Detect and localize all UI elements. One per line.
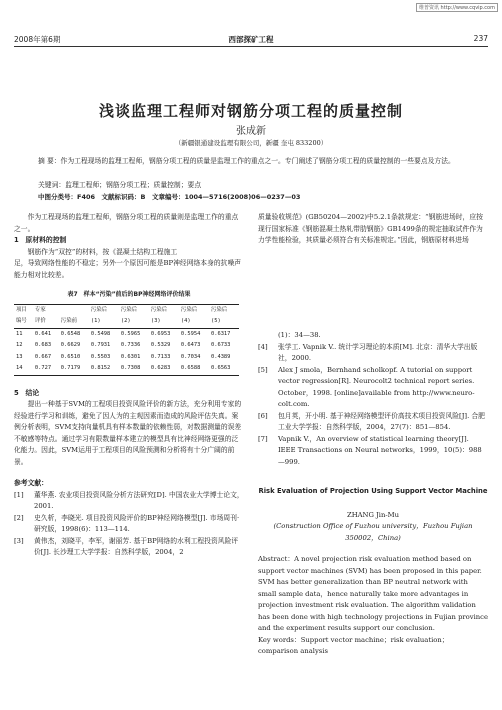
table-cell: 0.7133	[150, 353, 171, 360]
right-column-refs	[258, 330, 488, 658]
reference-text: Vapnik V.，An overview of statistical learning theory[J]. IEEE Transactions on Neural networks，1999，10(5)：988—999.	[278, 434, 482, 466]
table-head-cell: 污染后	[179, 304, 209, 316]
results-table	[14, 304, 239, 376]
table-cell: 0.667	[34, 353, 52, 360]
reference-item	[258, 330, 488, 342]
table-cell: 0.6301	[120, 353, 141, 360]
reference-item	[14, 536, 244, 559]
table-cell: 0.641	[34, 330, 52, 337]
reference-text: 史久析，李晓光. 项目投资风险评价的BP神经网络模型[J]. 市场周刊·研究版，1998(6)：113—114.	[34, 513, 240, 533]
english-abstract: Abstract：A novel projection risk evaluation method based on support vector machines (SVM) has been proposed in this paper. SVM has better generalization than BP neutral network with small sample data，hence naturally take more advantages in projection investment risk evaluation. The algorithm validation has been done with high technology projections in Fujian province and the experiment results support our conclusion.	[258, 555, 488, 632]
table-head-cell: 评价	[33, 316, 59, 328]
abstract: 摘 要：作为工程现场的监理工程师，钢筋分项工程的质量是监理工作的重点之一。专门阐述了钢筋分项工程的质量控制的一些要点及方法。	[38, 157, 455, 165]
table-cell: 0.7931	[90, 342, 111, 348]
table-head-cell: 项目	[14, 304, 33, 316]
table-cell: 0.6548	[60, 330, 81, 337]
table-cell: 0.6629	[60, 342, 81, 348]
references-heading: 参考文献：	[14, 479, 48, 487]
reference-number: [7]	[258, 434, 268, 443]
article-author: 张成新	[236, 126, 266, 137]
section-5-heading: 5 结论	[14, 388, 40, 397]
table-head-cell: (1)	[89, 316, 119, 328]
reference-item	[258, 434, 488, 469]
issue-label: 2008年第6期	[14, 35, 61, 44]
reference-text: Alex J smola，Bernhand scholkopf. A tutorial on support vector regression[R]. Neurocolt2 technical report series. October，1998. [online]available from http://www.neuro-colt.com.	[278, 365, 475, 408]
table-cell: 0.5498	[90, 330, 111, 337]
reference-item	[14, 490, 244, 513]
table-cell: 0.4389	[210, 353, 231, 360]
reference-text: 张学工. Vapnik V.. 统计学习理论的本质[M]. 北京：清华大学出版社，2000.	[278, 342, 478, 362]
table-head-cell: (2)	[119, 316, 149, 328]
table-head-cell: 污染后	[89, 304, 119, 316]
table-cell: 0.7336	[120, 342, 141, 348]
article-affiliation: （新疆银通建设监理有限公司，新疆 奎屯 833200）	[174, 139, 328, 147]
reference-text: 董华燕. 农业项目投资风险分析方法研究[D]. 中国农业大学博士论文，2001.	[34, 490, 244, 510]
table-cell: 0.5503	[90, 353, 111, 360]
table-cell: 0.6510	[60, 353, 81, 360]
english-affiliation: (Construction Office of Fuzhou university，Fuzhou Fujian 350002，China)	[273, 522, 473, 542]
reference-text: (1)：34—38.	[278, 331, 321, 339]
reference-item	[258, 342, 488, 365]
table-row	[14, 340, 239, 352]
table-head-cell: (4)	[179, 316, 209, 328]
table-cell: 0.6473	[180, 342, 201, 348]
table-cell: 0.6563	[209, 363, 239, 375]
right-column	[258, 212, 488, 247]
left-column-cont	[14, 258, 244, 559]
table-head-cell: (3)	[149, 316, 179, 328]
table-cell: 11	[16, 330, 23, 337]
reference-number: [5]	[258, 365, 268, 374]
table-cell: 0.6733	[210, 342, 231, 348]
journal-name: 西部探矿工程	[228, 35, 274, 44]
conclusion-paragraph: 提出一种基于SVM的工程项目投资风险评价的新方法，充分利用专家的经验进行学习和训练，避免了因人为的主观因素而造成的风险评估失真。案例分析表明，SVM支持向量机具有样本数量的依赖性弱，对数据测量的误差不敏感等特点。通过学习有限数量样本建立的模型具有比神经网络更强的泛化能力。因此，SVM运用于工程项目的风险预测和分析将有十分广阔的前景。	[14, 400, 242, 466]
table-cell: 0.7034	[180, 353, 201, 360]
table-row	[14, 363, 239, 375]
reference-number: [1]	[14, 490, 24, 499]
continuation-paragraph: 足，导致网络性能的不稳定；另外一个原因可能是BP神经网络本身的抗噪声能力相对比较差。	[14, 259, 242, 279]
table-cell: 0.6953	[150, 330, 171, 337]
source-stamp: 维普资讯 http://www.cqvip.com	[416, 3, 498, 12]
table-cell: 0.6283	[149, 363, 179, 375]
english-keywords: Key words：Support vector machine；risk evaluation；comparison analysis	[258, 635, 449, 655]
reference-number: [4]	[258, 342, 268, 351]
section-1-heading: 1 原材料的控制	[14, 236, 67, 244]
table-cell: 0.727	[33, 363, 59, 375]
intro-paragraph: 作为工程现场的监理工程师，钢筋分项工程的质量则是监理工作的重点之一。	[14, 213, 239, 233]
reference-text: 包月英，开小明. 基于神经网络模型评价高技术项目投资风险[J]. 合肥工业大学学报：自然科学版，2004，27(7)：851—854.	[278, 411, 485, 431]
table-caption: 表7 样本“污染”前后的BP神经网络评价结果	[67, 291, 191, 298]
table-cell: 0.6588	[179, 363, 209, 375]
right-paragraph: 质量验收规范》(GB50204—2002)中5.2.1条款规定：“钢筋进场时，应按现行国家标准《钢筋混凝土热轧带肋钢筋》GB1499条的规定抽取试件作为力学性能检验，其质量必须符合有关标准规定。”因此，钢筋原材料进场	[258, 213, 483, 244]
table-cell: 13	[16, 353, 23, 360]
table-cell: 0.6317	[210, 330, 231, 337]
table-row	[14, 352, 239, 364]
references-list-right	[258, 330, 488, 468]
reference-item	[258, 365, 488, 411]
table-cell: 0.8152	[89, 363, 119, 375]
english-title: Risk Evaluation of Projection Using Support Vector Machine	[258, 487, 488, 495]
table-head-cell: 污染后	[209, 304, 239, 316]
table-head-cell: 污染后	[149, 304, 179, 316]
table-cell: 0.5954	[180, 330, 201, 337]
table-cell: 14	[14, 363, 33, 375]
table-head-cell: (5)	[209, 316, 239, 328]
section-1-text: 钢筋作为“双控”的材料，按《混凝土结构工程施工	[27, 247, 178, 256]
table-cell: 0.7179	[59, 363, 89, 375]
table-head-cell: 编号	[14, 316, 33, 328]
table-head-cell	[59, 304, 89, 316]
reference-number: [2]	[14, 513, 24, 522]
table-row	[14, 328, 239, 340]
table-head-cell: 污染后	[119, 304, 149, 316]
table-cell: 0.683	[34, 342, 52, 348]
classification-line: 中图分类号：F406 文献标识码：B 文章编号：1004—5716(2008)06—0237—03	[38, 193, 301, 201]
reference-number: [6]	[258, 411, 268, 420]
reference-item	[258, 411, 488, 434]
table-head-cell: 专家	[33, 304, 59, 316]
table-head-cell: 污染前	[59, 316, 89, 328]
keywords: 关键词：监理工程师；钢筋分项工程；质量控制；要点	[38, 181, 202, 189]
table-cell: 0.7308	[119, 363, 149, 375]
reference-item	[14, 513, 244, 536]
left-column	[14, 212, 244, 258]
page-number: 237	[473, 34, 488, 43]
table-cell: 0.5965	[120, 330, 141, 337]
table-cell: 12	[16, 342, 23, 348]
reference-number	[258, 330, 278, 342]
english-author: ZHANG Jin-Mu	[346, 510, 399, 519]
references-list-left	[14, 490, 244, 559]
reference-text: 黄伟杰，刘晓平，李军，谢丽芳. 基于BP网络的水利工程投资风险评价[J]. 长沙理工大学学报：自然科学版，2004，2	[34, 536, 239, 556]
article-title: 浅谈监理工程师对钢筋分项工程的质量控制	[98, 102, 403, 120]
header-rule	[14, 46, 488, 47]
table-cell: 0.5329	[150, 342, 171, 348]
reference-number: [3]	[14, 536, 24, 545]
